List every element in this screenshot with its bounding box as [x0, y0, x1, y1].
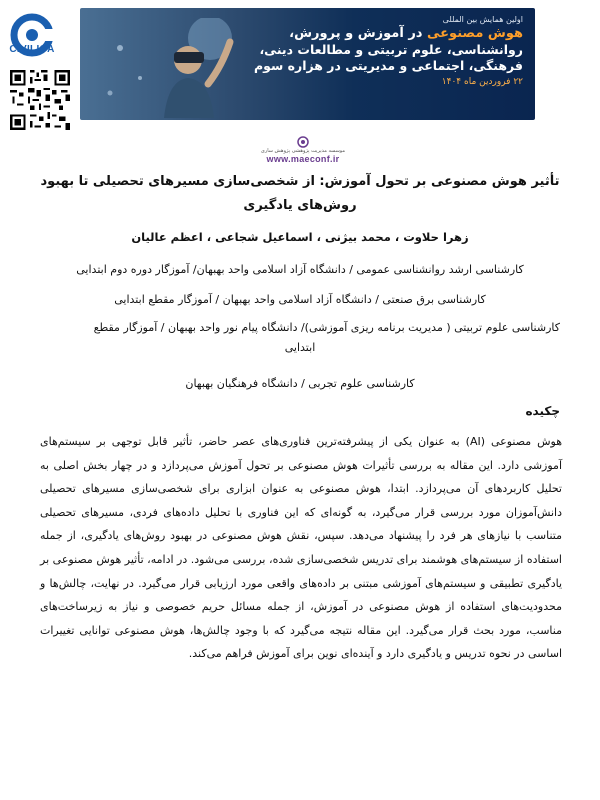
- abstract-heading: چکیده: [525, 404, 560, 418]
- civilica-logo-text: CIVILICA: [9, 44, 55, 55]
- banner-accent: هوش مصنوعی: [427, 26, 523, 41]
- conference-banner: [80, 8, 535, 120]
- affiliation-2: کارشناسی برق صنعتی / دانشگاه آزاد اسلامی واحد بهبهان / آموزگار مقطع ابتدایی: [114, 293, 486, 306]
- banner-date: ۲۲ فروردین ماه ۱۴۰۴: [441, 77, 523, 87]
- paper-authors: زهرا حلاوت ، محمد بیژنی ، اسماعیل شجاعی ، اعظم عالیان: [131, 230, 469, 244]
- conference-subtitle: موسسه مدیریت پژوهشی پژوهش ساری: [260, 148, 346, 154]
- affiliation-3: [0, 318, 600, 358]
- banner-line-2: روانشناسی، علوم تربیتی و مطالعات دینی،: [259, 42, 523, 57]
- conference-url[interactable]: www.maeconf.ir: [266, 154, 340, 164]
- affiliation-4: کارشناسی علوم تجربی / دانشگاه فرهنگیان بهبهان: [185, 377, 415, 390]
- conference-logo: [248, 136, 358, 162]
- banner-line-1-rest: در آموزش و پرورش،: [289, 26, 423, 41]
- banner-pre-title: اولین همایش بین المللی: [442, 15, 523, 24]
- banner-line-1: [223, 26, 523, 42]
- affiliation-3-line-1: کارشناسی علوم تربیتی ( مدیریت برنامه ریزی آموزشی)/ دانشگاه پیام نور واحد بهبهان / آموزگار مقطع: [93, 321, 560, 334]
- abstract-body: هوش مصنوعی (AI) به عنوان یکی از پیشرفته‌ترین فناوری‌های عصر حاضر، تأثیر قابل توجهی بر سیستم‌های آموزشی دارد. این مقاله به بررسی تأثیرات هوش مصنوعی بر تحول آموزش می‌پردازد و در چهار بخش اصلی به تحلیل کاربردهای آن می‌پردازد. ابتدا، هوش مصنوعی به عنوان ابزاری برای شخصی‌سازی مسیرهای تحصیلی دانش‌آموزان مورد بررسی قرار می‌گیرد، به گونه‌ای که این فناوری با تحلیل داده‌های فردی، مسیرهای تحصیلی متناسب با نیازهای هر فرد را پیشنهاد می‌دهد. سپس، نقش هوش مصنوعی در بهبود روش‌های یادگیری، از جمله استفاده از سیستم‌های هوشمند برای تدریس شخصی‌سازی شده، بررسی می‌شود. در ادامه، تأثیر هوش مصنوعی بر یادگیری تطبیقی و سیستم‌های آموزشی مبتنی بر داده‌های واقعی مورد ارزیابی قرار می‌گیرد. در نهایت، چالش‌ها و محدودیت‌های استفاده از هوش مصنوعی در آموزش، از جمله مسائل حریم خصوصی و نیاز به زیرساخت‌های مناسب، مورد بحث قرار می‌گیرد. این مقاله نتیجه می‌گیرد که با وجود چالش‌ها، هوش مصنوعی توانایی تغییرات اساسی در نحوه تدریس و یادگیری دارد و آینده‌ای نوین برای آموزش فراهم می‌کند.: [40, 435, 562, 661]
- paper-title: تأثیر هوش مصنوعی بر تحول آموزش: از شخصی‌سازی مسیرهای تحصیلی تا بهبود روش‌های یادگیری: [40, 174, 560, 213]
- banner-line-3: فرهنگی، اجتماعی و مدیریتی در هزاره سوم: [253, 58, 523, 73]
- conference-emblem-icon: [294, 136, 312, 148]
- affiliation-3-line-2: ابتدایی: [284, 341, 316, 354]
- affiliation-1: کارشناسی ارشد روانشناسی عمومی / دانشگاه آزاد اسلامی واحد بهبهان/ آموزگار دوره دوم ابتدایی: [76, 263, 524, 276]
- civilica-logo-icon: [6, 8, 58, 66]
- qr-code-icon: [8, 68, 72, 132]
